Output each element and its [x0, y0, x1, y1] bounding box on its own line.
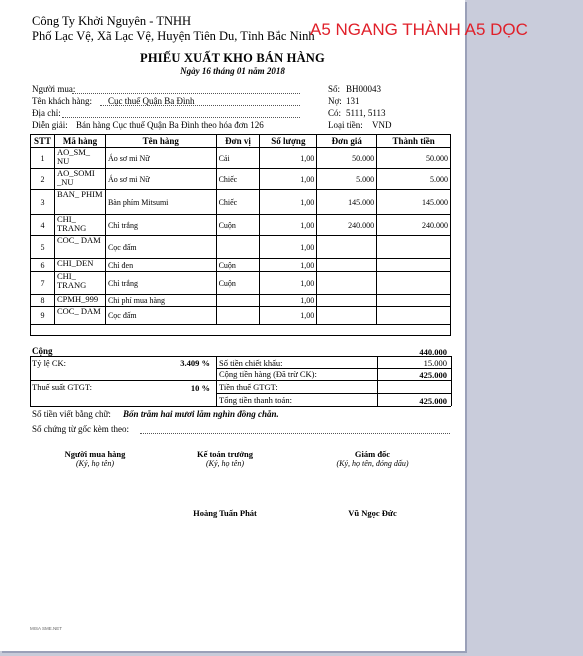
- cell-amount: [377, 307, 451, 325]
- signature-chief-accountant: [180, 449, 270, 518]
- cell-stt: 4: [31, 215, 55, 236]
- signature-title: Kế toán trưởng: [196, 449, 254, 459]
- buyer-label: Người mua:: [32, 84, 76, 94]
- cell-code: CHI_ TRANG: [54, 215, 105, 236]
- rule: [377, 356, 378, 406]
- table-row: [31, 272, 451, 295]
- cell-price: [317, 236, 377, 259]
- table-row: [31, 148, 451, 169]
- cell-amount: 145.000: [377, 190, 451, 215]
- cell-code: AO_SOMI _NU: [54, 169, 105, 190]
- table-row: [31, 307, 451, 325]
- items-table: [30, 134, 451, 336]
- cell-stt: 8: [31, 295, 55, 307]
- signature-hint: (Ký, họ tên, đóng dấu): [336, 459, 409, 468]
- annotation-text: A5 NGANG THÀNH A5 DỌC: [310, 20, 528, 39]
- table-header-row: [31, 135, 451, 148]
- background-panel: [465, 0, 583, 656]
- table-row: [31, 236, 451, 259]
- customer-dotline: [100, 105, 300, 106]
- rule: [30, 380, 451, 381]
- cell-stt: 7: [31, 272, 55, 295]
- signer-name: Vũ Ngọc Đức: [348, 508, 397, 518]
- cell-code: COC_ DAM: [54, 236, 105, 259]
- goods-total-label: Cộng tiền hàng (Đã trừ CK):: [219, 369, 317, 379]
- cell-price: 50.000: [317, 148, 377, 169]
- cell-unit: Cái: [216, 148, 260, 169]
- column-header: Số lượng: [260, 135, 317, 148]
- vat-amount-label: Tiền thuế GTGT:: [219, 382, 278, 392]
- vat-rate-label: Thuế suất GTGT:: [32, 382, 93, 392]
- cell-price: 5.000: [317, 169, 377, 190]
- rule: [216, 393, 451, 394]
- vat-rate-value: 10 %: [190, 383, 210, 393]
- doc-number: BH00043: [346, 84, 382, 94]
- cell-qty: 1,00: [260, 259, 317, 272]
- cell-name: Chi phí mua hàng: [105, 295, 216, 307]
- total-row: [31, 325, 451, 336]
- company-header: [32, 14, 315, 44]
- address-label: Địa chỉ:: [32, 108, 61, 118]
- company-name: Công Ty Khởi Nguyên - TNHH: [32, 14, 192, 28]
- amount-in-words-label: Số tiền viết bằng chữ:: [32, 409, 111, 419]
- rule: [451, 356, 452, 406]
- column-header: Thành tiền: [377, 135, 451, 148]
- cell-name: Cọc đấm: [105, 236, 216, 259]
- cell-qty: 1,00: [260, 148, 317, 169]
- description-value: Bán hàng Cục thuế Quận Ba Đình theo hóa đơn 126: [76, 120, 264, 130]
- debit-account: 131: [346, 96, 360, 106]
- cell-name: Chỉ trắng: [105, 272, 216, 295]
- cell-name: Áo sơ mi Nữ: [105, 148, 216, 169]
- total-value: 440.000: [419, 347, 447, 357]
- cell-price: [317, 295, 377, 307]
- attachments-dotline: [140, 433, 450, 434]
- cell-amount: 50.000: [377, 148, 451, 169]
- cell-unit: [216, 236, 260, 259]
- cell-qty: 1,00: [260, 190, 317, 215]
- cell-amount: 240.000: [377, 215, 451, 236]
- cell-unit: [216, 307, 260, 325]
- cell-stt: 9: [31, 307, 55, 325]
- grand-total-label: Tổng tiền thanh toán:: [219, 395, 292, 405]
- cell-qty: 1,00: [260, 295, 317, 307]
- address-dotline: [62, 117, 300, 118]
- signature-title: Giám đốc: [354, 449, 391, 459]
- table-row: [31, 259, 451, 272]
- cell-code: BAN_ PHIM: [54, 190, 105, 215]
- column-header: STT: [31, 135, 55, 148]
- cell-unit: Chiếc: [216, 169, 260, 190]
- cell-price: [317, 259, 377, 272]
- cell-code: COC_ DAM: [54, 307, 105, 325]
- cell-qty: 1,00: [260, 169, 317, 190]
- document-date: Ngày 16 tháng 01 năm 2018: [180, 66, 285, 76]
- credit-label: Có:: [328, 108, 342, 118]
- ck-rate-value: 3.409 %: [180, 358, 210, 368]
- cell-amount: [377, 295, 451, 307]
- description-label: Diễn giải:: [32, 120, 68, 130]
- cell-name: Chỉ trắng: [105, 215, 216, 236]
- cell-qty: 1,00: [260, 236, 317, 259]
- cell-price: [317, 307, 377, 325]
- rule: [30, 406, 451, 407]
- amount-in-words: Bốn trăm hai mươi lăm nghìn đồng chẵn.: [123, 409, 279, 419]
- cell-name: Bàn phím Mitsumi: [105, 190, 216, 215]
- signature-director: [320, 449, 425, 518]
- cell-amount: [377, 259, 451, 272]
- signature-buyer: [50, 449, 140, 468]
- cell-unit: [216, 295, 260, 307]
- table-row: [31, 295, 451, 307]
- table-row: [31, 215, 451, 236]
- cell-amount: 5.000: [377, 169, 451, 190]
- cell-name: Áo sơ mi Nữ: [105, 169, 216, 190]
- total-row-cell: [31, 325, 451, 336]
- cell-qty: 1,00: [260, 215, 317, 236]
- cell-name: Cọc đấm: [105, 307, 216, 325]
- cell-qty: 1,00: [260, 307, 317, 325]
- discount-label: Số tiền chiết khấu:: [219, 358, 283, 368]
- goods-total-value: 425.000: [419, 370, 447, 380]
- cell-stt: 3: [31, 190, 55, 215]
- cell-code: CPMH_999: [54, 295, 105, 307]
- cell-price: 145.000: [317, 190, 377, 215]
- cell-unit: Chiếc: [216, 190, 260, 215]
- cell-stt: 5: [31, 236, 55, 259]
- cell-unit: Cuộn: [216, 259, 260, 272]
- discount-value: 15.000: [423, 358, 447, 368]
- signature-title: Người mua hàng: [64, 449, 126, 459]
- table-row: [31, 169, 451, 190]
- column-header: Đơn vị: [216, 135, 260, 148]
- cell-amount: [377, 236, 451, 259]
- cell-unit: Cuộn: [216, 272, 260, 295]
- cell-code: CHI_DEN: [54, 259, 105, 272]
- signer-name: Hoàng Tuấn Phát: [193, 508, 257, 518]
- ck-rate-label: Tỷ lệ CK:: [32, 358, 66, 368]
- total-label: Cộng: [32, 346, 53, 356]
- credit-account: 5111, 5113: [346, 108, 386, 118]
- column-header: Mã hàng: [54, 135, 105, 148]
- table-row: [31, 190, 451, 215]
- cell-qty: 1,00: [260, 272, 317, 295]
- document-title: PHIẾU XUẤT KHO BÁN HÀNG: [140, 51, 325, 65]
- cell-price: [317, 272, 377, 295]
- currency-value: VND: [372, 120, 392, 130]
- cell-amount: [377, 272, 451, 295]
- cell-code: CHI_ TRANG: [54, 272, 105, 295]
- rule: [30, 356, 31, 406]
- cell-stt: 1: [31, 148, 55, 169]
- rule: [216, 356, 217, 406]
- customer-label: Tên khách hàng:: [32, 96, 92, 106]
- signature-hint: (Ký, họ tên): [206, 459, 244, 468]
- company-address: Phố Lạc Vệ, Xã Lạc Vệ, Huyện Tiên Du, Tỉnh Bắc Ninh: [32, 29, 315, 43]
- customer-value: Cục thuế Quận Ba Đình: [108, 96, 195, 106]
- cell-code: AO_SM_ NU: [54, 148, 105, 169]
- cell-stt: 6: [31, 259, 55, 272]
- attachments-label: Số chứng từ gốc kèm theo:: [32, 424, 129, 434]
- cell-price: 240.000: [317, 215, 377, 236]
- cell-unit: Cuộn: [216, 215, 260, 236]
- column-header: Tên hàng: [105, 135, 216, 148]
- cell-stt: 2: [31, 169, 55, 190]
- column-header: Đơn giá: [317, 135, 377, 148]
- debit-label: Nợ:: [328, 96, 342, 106]
- doc-number-label: Số:: [328, 84, 341, 94]
- cell-name: Chỉ đen: [105, 259, 216, 272]
- signature-hint: (Ký, họ tên): [76, 459, 114, 468]
- currency-label: Loại tiền:: [328, 120, 363, 130]
- grand-total-value: 425.000: [419, 396, 447, 406]
- buyer-dotline: [72, 93, 300, 94]
- software-footer: MISA SME.NET: [30, 626, 63, 631]
